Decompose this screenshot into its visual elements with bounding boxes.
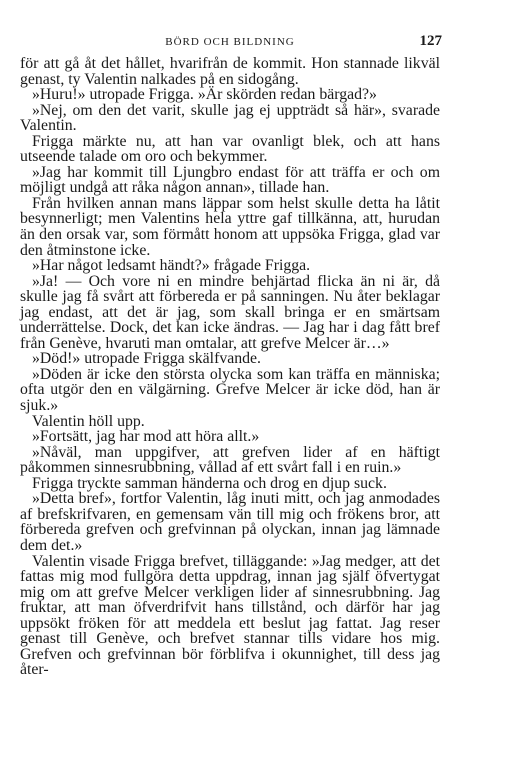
running-title: BÖRD OCH BILDNING <box>165 36 295 48</box>
book-page <box>20 34 440 678</box>
paragraph: »Ja! — Och vore ni en mindre behjärtad flicka än ni är, då skulle jag få svårt att förbereda er på sanningen. Nu åter beklagar jag endast, att det är jag, som skall bringa er en smärtsam underrättelse. Dock, det kan icke ändras. — Jag har i dag fått bref från Genève, hvaruti man omtalar, att grefve Melcer är…» <box>20 272 440 352</box>
body-text <box>20 56 440 678</box>
paragraph: Från hvilken annan mans läppar som helst skulle detta ha låtit besynnerligt; men Valentins hela yttre gaf tillkänna, att, hurudan än den orsak var, som förmått honom att uppsöka Frigga, glad var den åtminstone icke. <box>20 194 440 259</box>
paragraph: »Nåväl, man uppgifver, att grefven lider af en häftigt påkommen sinnesrubbning, vållad af ett svårt fall i en ruin.» <box>20 443 440 477</box>
page-number: 127 <box>419 33 442 49</box>
paragraph: »Nej, om den det varit, skulle jag ej uppträdt så här», svarade Valentin. <box>20 101 440 135</box>
paragraph: Valentin höll upp. <box>32 412 145 430</box>
paragraph: Frigga tryckte samman händerna och drog en djup suck. <box>32 474 387 492</box>
paragraph: Frigga märkte nu, att han var ovanligt blek, och att hans utseende talade om oro och bekymmer. <box>20 132 440 166</box>
paragraph: »Död!» utropade Frigga skälfvande. <box>32 350 261 368</box>
paragraph: »Döden är icke den största olycka som kan träffa en människa; ofta utgör den en välgärning. Grefve Melcer är icke död, han är sjuk.» <box>20 365 440 415</box>
paragraph: »Fortsätt, jag har mod att höra allt.» <box>32 428 260 446</box>
paragraph: »Huru!» utropade Frigga. »Är skörden redan bärgad?» <box>32 86 377 104</box>
paragraph: för att gå åt det hållet, hvarifrån de kommit. Hon stannade likväl genast, ty Valentin nalkades på en sidogång. <box>20 55 440 88</box>
running-head <box>20 34 440 54</box>
paragraph: Valentin visade Frigga brefvet, tilläggande: »Jag medger, att det fattas mig mod fullgöra detta uppdrag, innan jag själf öfvertygat mig om att grefve Melcer verkligen lider af sinnesrubbning. Jag fruktar, att man öfverdrifvit hans tillstånd, och därför har jag uppsökt fröken för att meddela ett beslut jag fattat. Jag reser genast till Genève, och brefvet stannar tills vidare hos mig. Grefven och grefvinnan bör förblifva i okunnighet, till dess jag åter- <box>20 552 440 679</box>
paragraph: »Har något ledsamt händt?» frågade Frigga. <box>32 257 311 275</box>
paragraph: »Detta bref», fortfor Valentin, låg inuti mitt, och jag anmodades af brefskrifvaren, en gemensam vän till mig och frökens bror, att förbereda grefven och grefvinnan på olyckan, innan jag lämnade dem det.» <box>20 490 440 554</box>
paragraph: »Jag har kommit till Ljungbro endast för att träffa er och om möjligt undgå att råka någon annan», tillade han. <box>20 163 440 197</box>
